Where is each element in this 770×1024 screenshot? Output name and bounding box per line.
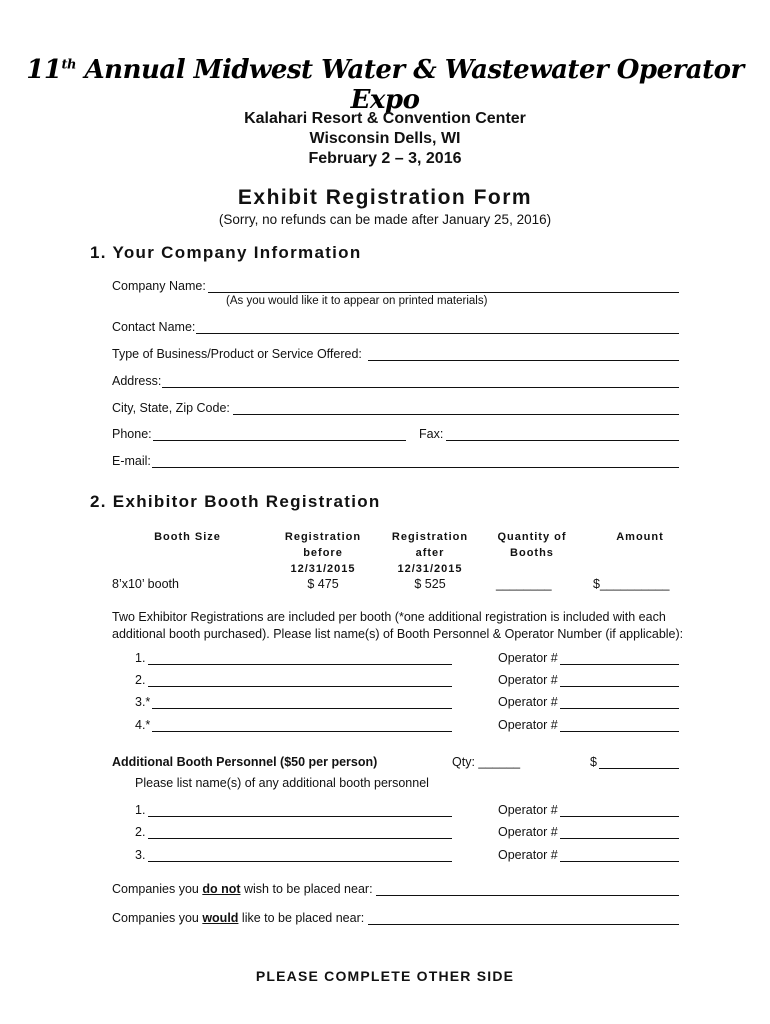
phone-field[interactable] bbox=[153, 440, 406, 441]
placement-avoid-field[interactable] bbox=[376, 895, 679, 896]
email-label: E-mail: bbox=[112, 454, 151, 468]
personnel-row-3-label: 3.* bbox=[135, 695, 151, 709]
personnel-instructions-line2: additional booth purchased). Please list name(s) of Booth Personnel & Operator Number (if applicable): bbox=[112, 627, 684, 641]
additional-row-1-name-field[interactable] bbox=[148, 816, 452, 817]
additional-personnel-heading: Additional Booth Personnel ($50 per person) bbox=[112, 755, 378, 769]
venue-name: Kalahari Resort & Convention Center bbox=[244, 110, 526, 127]
quantity-header-line2: Booths bbox=[510, 547, 554, 559]
personnel-row-1-operator-field[interactable] bbox=[560, 664, 679, 665]
placement-prefer-suffix: like to be placed near: bbox=[238, 911, 365, 925]
form-title: Exhibit Registration Form bbox=[237, 186, 533, 209]
city-state-zip-field[interactable] bbox=[233, 414, 679, 415]
additional-row-3-operator-label: Operator # bbox=[498, 848, 558, 862]
placement-prefer-prefix: Companies you bbox=[112, 911, 203, 925]
registration-before-line3: 12/31/2015 bbox=[290, 563, 356, 575]
company-name-label: Company Name: bbox=[112, 279, 206, 293]
address-field[interactable] bbox=[162, 387, 679, 388]
booth-quantity-field[interactable]: ________ bbox=[496, 577, 552, 591]
additional-row-3-label: 3. bbox=[135, 848, 146, 862]
booth-size-label: 8’x10’ booth bbox=[112, 577, 179, 591]
personnel-row-4-label: 4.* bbox=[135, 718, 151, 732]
personnel-row-2-operator-field[interactable] bbox=[560, 686, 679, 687]
personnel-row-3-operator-field[interactable] bbox=[560, 708, 679, 709]
contact-name-field[interactable] bbox=[196, 333, 679, 334]
registration-after-line3: 12/31/2015 bbox=[397, 563, 463, 575]
additional-row-2-operator-field[interactable] bbox=[560, 838, 679, 839]
booth-amount-field[interactable]: $__________ bbox=[593, 577, 670, 591]
placement-avoid-emphasis: do not bbox=[202, 882, 241, 896]
additional-row-1-label: 1. bbox=[135, 803, 146, 817]
additional-qty-field[interactable]: Qty: ______ bbox=[452, 755, 521, 769]
company-name-field[interactable] bbox=[208, 292, 679, 293]
personnel-row-3-name-field[interactable] bbox=[152, 708, 452, 709]
personnel-row-2-operator-label: Operator # bbox=[498, 673, 558, 687]
additional-row-2-label: 2. bbox=[135, 825, 146, 839]
personnel-row-2-label: 2. bbox=[135, 673, 146, 687]
personnel-row-2-name-field[interactable] bbox=[148, 686, 452, 687]
placement-avoid-prefix: Companies you bbox=[112, 882, 203, 896]
quantity-header-line1: Quantity of bbox=[497, 531, 567, 543]
email-field[interactable] bbox=[152, 467, 679, 468]
section-booth-registration-heading: 2. Exhibitor Booth Registration bbox=[90, 492, 381, 511]
booth-size-header: Booth Size bbox=[154, 531, 221, 543]
phone-label: Phone: bbox=[112, 427, 152, 441]
address-label: Address: bbox=[112, 374, 162, 388]
additional-row-2-operator-label: Operator # bbox=[498, 825, 558, 839]
additional-amount-field[interactable] bbox=[599, 768, 679, 769]
placement-avoid-label bbox=[112, 882, 373, 896]
price-before: $ 475 bbox=[307, 577, 339, 591]
business-type-field[interactable] bbox=[368, 360, 679, 361]
personnel-row-1-name-field[interactable] bbox=[148, 664, 452, 665]
venue-location: Wisconsin Dells, WI bbox=[309, 130, 461, 147]
page-title bbox=[0, 55, 770, 115]
event-dates: February 2 – 3, 2016 bbox=[308, 150, 462, 167]
placement-prefer-emphasis: would bbox=[202, 911, 239, 925]
business-type-label: Type of Business/Product or Service Offered: bbox=[112, 347, 362, 361]
additional-dollar-label: $ bbox=[590, 755, 597, 769]
company-name-hint: (As you would like it to appear on printed materials) bbox=[226, 295, 488, 307]
personnel-row-4-operator-field[interactable] bbox=[560, 731, 679, 732]
personnel-row-4-name-field[interactable] bbox=[152, 731, 452, 732]
placement-prefer-label bbox=[112, 911, 364, 925]
city-state-zip-label: City, State, Zip Code: bbox=[112, 401, 230, 415]
additional-row-3-operator-field[interactable] bbox=[560, 861, 679, 862]
quantity-header bbox=[487, 529, 577, 561]
footer-instruction: PLEASE COMPLETE OTHER SIDE bbox=[255, 968, 515, 984]
personnel-row-1-label: 1. bbox=[135, 651, 146, 665]
placement-avoid-suffix: wish to be placed near: bbox=[240, 882, 373, 896]
title-text: Annual Midwest Water & Wastewater Operator Expo bbox=[84, 55, 744, 115]
personnel-instructions bbox=[112, 609, 702, 643]
additional-row-1-operator-label: Operator # bbox=[498, 803, 558, 817]
personnel-row-1-operator-label: Operator # bbox=[498, 651, 558, 665]
registration-before-line2: before bbox=[303, 547, 343, 559]
price-after: $ 525 bbox=[414, 577, 446, 591]
amount-header: Amount bbox=[616, 531, 664, 543]
registration-before-header bbox=[273, 529, 373, 577]
additional-row-3-name-field[interactable] bbox=[148, 861, 452, 862]
personnel-row-3-operator-label: Operator # bbox=[498, 695, 558, 709]
registration-after-line2: after bbox=[415, 547, 445, 559]
personnel-row-4-operator-label: Operator # bbox=[498, 718, 558, 732]
section-company-info-heading: 1. Your Company Information bbox=[90, 243, 362, 262]
fax-label: Fax: bbox=[419, 427, 444, 441]
registration-after-header bbox=[380, 529, 480, 577]
placement-prefer-field[interactable] bbox=[368, 924, 679, 925]
additional-row-1-operator-field[interactable] bbox=[560, 816, 679, 817]
registration-before-line1: Registration bbox=[284, 531, 362, 543]
additional-row-2-name-field[interactable] bbox=[148, 838, 452, 839]
contact-name-label: Contact Name: bbox=[112, 320, 196, 334]
title-ordinal-suffix: th bbox=[61, 57, 76, 73]
personnel-instructions-line1: Two Exhibitor Registrations are included per booth (*one additional registration is included with each bbox=[112, 610, 666, 624]
title-ordinal: 11 bbox=[26, 55, 62, 85]
fax-field[interactable] bbox=[446, 440, 679, 441]
registration-after-line1: Registration bbox=[391, 531, 469, 543]
refund-note: (Sorry, no refunds can be made after January 25, 2016) bbox=[218, 212, 552, 227]
additional-personnel-note: Please list name(s) of any additional booth personnel bbox=[135, 776, 429, 790]
